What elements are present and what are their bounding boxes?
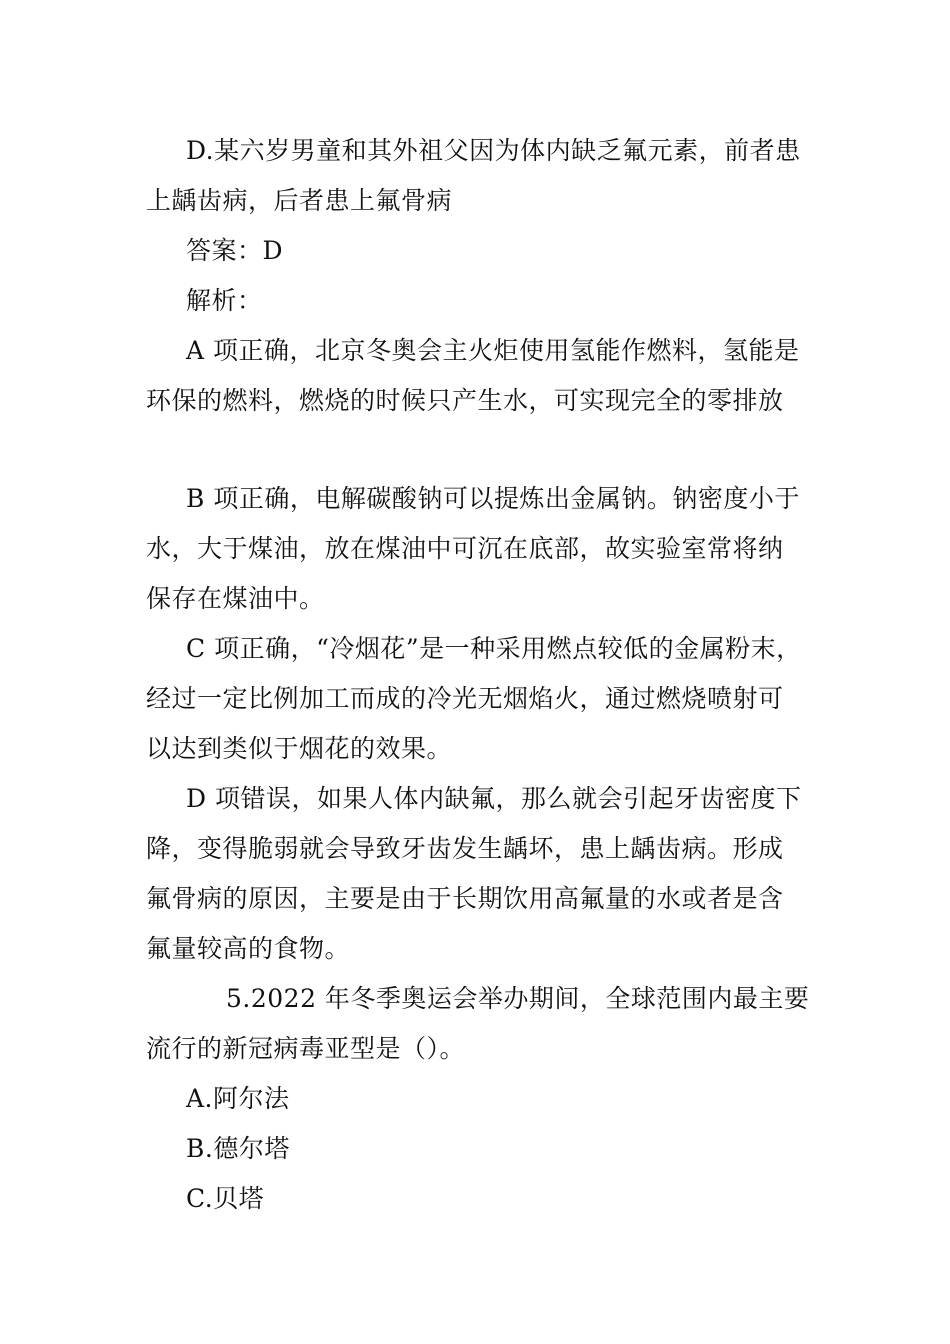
analysis-b-line-1: B 项正确，电解碳酸钠可以提炼出金属钠。钠密度小于 (186, 484, 800, 513)
option-d-line-1: D.某六岁男童和其外祖父因为体内缺乏氟元素，前者患 (186, 136, 801, 165)
answer-line: 答案：D (186, 236, 284, 265)
analysis-d-line-4: 氟量较高的食物。 (146, 934, 351, 963)
analysis-b-line-2: 水，大于煤油，放在煤油中可沉在底部，故实验室常将纳 (146, 534, 784, 563)
analysis-b-line-3: 保存在煤油中。 (146, 584, 325, 613)
question-5-option-b: B.德尔塔 (186, 1134, 290, 1163)
analysis-c-line-2: 经过一定比例加工而成的冷光无烟焰火，通过燃烧喷射可 (146, 684, 784, 713)
option-d-line-2: 上龋齿病，后者患上氟骨病 (146, 186, 453, 215)
question-5-line-2: 流行的新冠病毒亚型是（）。 (146, 1034, 466, 1063)
analysis-d-line-3: 氟骨病的原因，主要是由于长期饮用高氟量的水或者是含 (146, 884, 784, 913)
question-5-line-1: 5.2022 年冬季奥运会举办期间，全球范围内最主要 (226, 984, 810, 1013)
analysis-d-line-1: D 项错误，如果人体内缺氟，那么就会引起牙齿密度下 (186, 784, 802, 813)
analysis-c-line-1: C 项正确，“冷烟花”是一种采用燃点较低的金属粉末， (186, 634, 802, 663)
analysis-heading: 解析： (186, 286, 263, 315)
analysis-a-line-1: A 项正确，北京冬奥会主火炬使用氢能作燃料，氢能是 (186, 336, 800, 365)
analysis-a-line-2: 环保的燃料，燃烧的时候只产生水，可实现完全的零排放 (146, 386, 784, 415)
analysis-d-line-2: 降，变得脆弱就会导致牙齿发生龋坏，患上龋齿病。形成 (146, 834, 784, 863)
analysis-c-line-3: 以达到类似于烟花的效果。 (146, 734, 453, 763)
question-5-option-c: C.贝塔 (186, 1184, 265, 1213)
question-5-option-a: A.阿尔法 (186, 1084, 290, 1113)
